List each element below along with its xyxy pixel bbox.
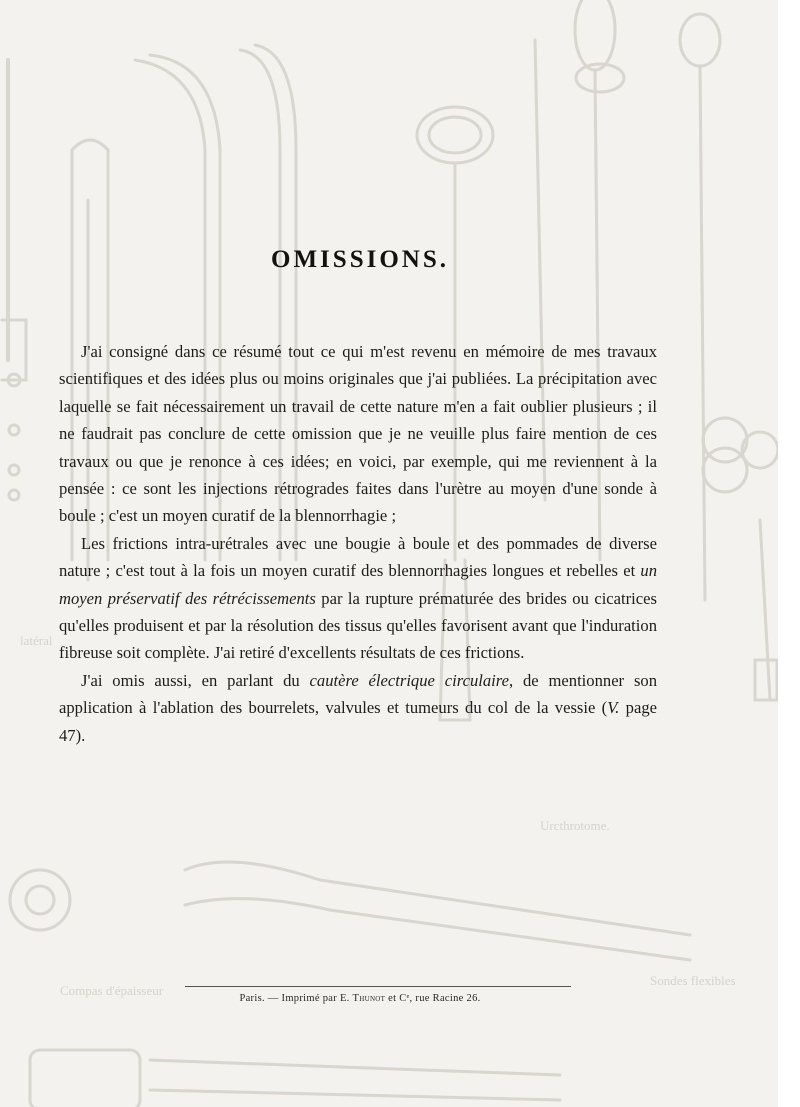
paragraph-3-text-c: page 47). [59,698,657,745]
paragraph-3-italic: cautère électrique circulaire [309,670,509,690]
paragraph-3-text-a: J'ai omis aussi, en parlant du [81,670,310,690]
page-title: OMISSIONS. [271,246,449,273]
paragraph-3 [59,667,657,749]
svg-text:Sondes flexibles: Sondes flexibles [650,973,736,988]
imprint-footer [0,993,720,1004]
page-right-margin [778,0,800,1107]
footer-rule [185,986,571,987]
paragraph-2 [59,530,657,667]
paragraph-2-italic: un moyen préservatif des rétrécissements [59,561,657,608]
svg-text:latéral: latéral [20,633,53,648]
imprint-prefix: Paris. — Imprimé par E. [239,993,353,1004]
paragraph-1-text: J'ai consigné dans ce résumé tout ce qui m'est revenu en mémoire de mes travaux scientifiques et des idées plus ou moins originales que j'ai publiées. La précipitation avec laquelle se fait nécessairement un travail de cette nature m'en a fait oublier plusieurs ; il ne faudrait pas conclure de cette omission que je ne veuille plus faire mention de ces travaux ou que je renonce à ces idées; en voici, par exemple, qui me reviennent à la pensée : ce sont les injections rétrogrades faites dans l'urètre au moyen d'une sonde à boule ; c'est un moyen curatif de la blennorrhagie ; [59,342,657,526]
svg-text:Urcthrotome.: Urcthrotome. [540,818,610,833]
imprint-suffix: et Cᵉ, rue Racine 26. [385,993,481,1004]
paragraph-2-text-b: par la rupture prématurée des brides ou cicatrices qu'elles produisent et par la résolution des tissus qu'elles favorisent avant que l'induration fibreuse soit complète. J'ai retiré d'excellents résultats de ces frictions. [59,588,657,663]
paragraph-3-italic-ref: V. [607,698,620,718]
svg-text:Compas d'épaisseur: Compas d'épaisseur [60,983,164,998]
paragraph-3-text-b: , de mentionner son application à l'ablation des bourrelets, valvules et tumeurs du col de la vessie ( [59,670,657,718]
imprint-printer: Thunot [352,993,386,1004]
paragraph-2-text-a: Les frictions intra-urétrales avec une bougie à boule et des pommades de diverse nature ; c'est tout à la fois un moyen curatif des blennorrhagies longues et rebelles et [59,533,657,581]
paragraph-1 [59,338,657,530]
body-text [59,338,657,749]
